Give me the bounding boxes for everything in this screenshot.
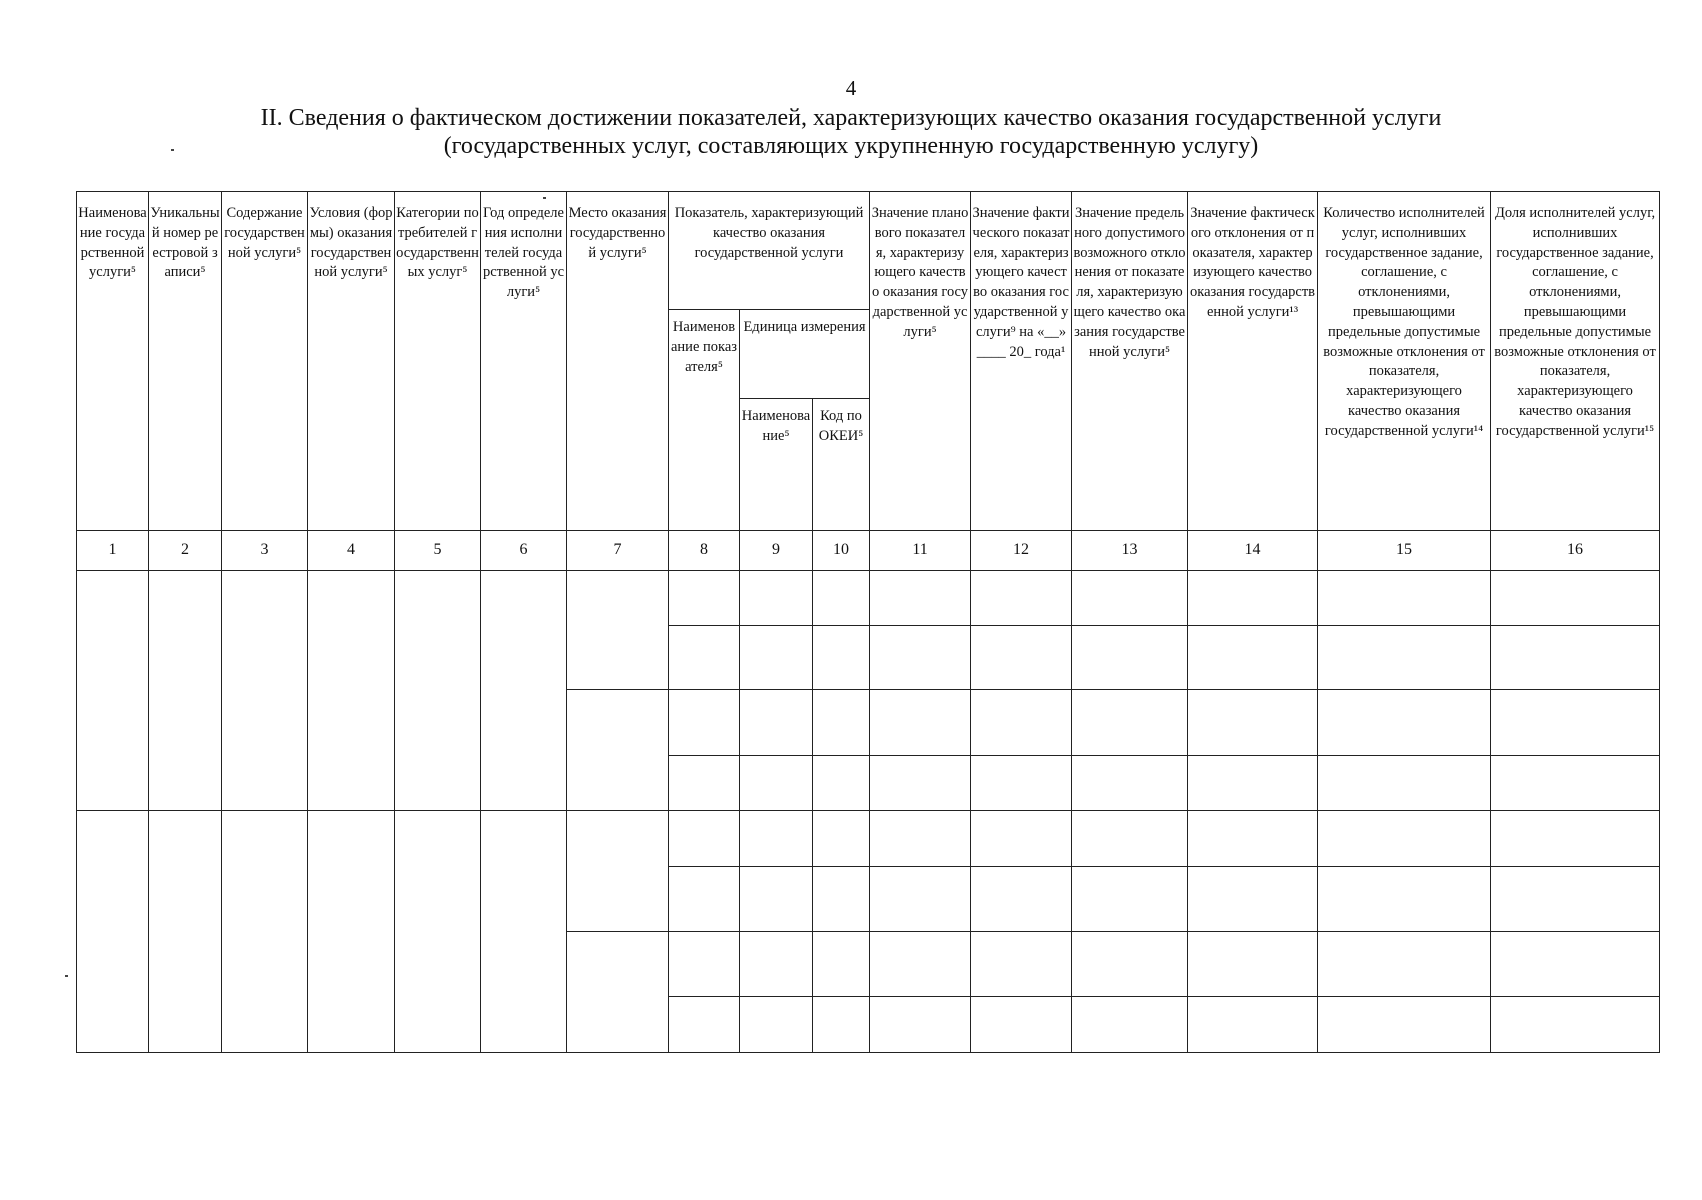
header-indicator-group: Показатель, характеризующий качество оказания государственной услуги <box>669 192 870 310</box>
table-cell[interactable] <box>1072 867 1188 932</box>
column-number: 11 <box>870 530 971 570</box>
header-unit-group: Единица измерения <box>740 310 870 399</box>
column-number: 13 <box>1072 530 1188 570</box>
table-cell[interactable] <box>813 625 870 690</box>
table-cell[interactable] <box>1072 570 1188 625</box>
table-cell[interactable] <box>740 755 813 811</box>
header-consumer-categories: Категории потребителей государственных услуг⁵ <box>395 192 481 531</box>
quality-indicators-table <box>76 191 1660 1053</box>
table-cell[interactable] <box>870 811 971 867</box>
table-cell[interactable] <box>1318 625 1491 690</box>
table-cell[interactable] <box>1318 811 1491 867</box>
table-cell[interactable] <box>870 997 971 1053</box>
table-cell[interactable] <box>1072 755 1188 811</box>
table-cell[interactable] <box>1072 690 1188 756</box>
column-number: 12 <box>971 530 1072 570</box>
header-indicator-name: Наименование показателя⁵ <box>669 310 740 530</box>
column-number: 1 <box>77 530 149 570</box>
table-cell[interactable] <box>1188 755 1318 811</box>
table-cell[interactable] <box>971 755 1072 811</box>
table-row <box>77 811 1660 867</box>
table-cell[interactable] <box>1318 867 1491 932</box>
column-numbers-row <box>77 530 1660 570</box>
table-cell[interactable] <box>1318 570 1491 625</box>
header-service-conditions: Условия (формы) оказания государственной услуги⁵ <box>308 192 395 531</box>
column-number: 14 <box>1188 530 1318 570</box>
table-cell[interactable] <box>567 811 669 931</box>
table-cell[interactable] <box>1318 755 1491 811</box>
table-cell[interactable] <box>740 997 813 1053</box>
table-cell[interactable] <box>870 625 971 690</box>
table-cell[interactable] <box>669 997 740 1053</box>
table-cell[interactable] <box>149 811 222 1053</box>
table-cell[interactable] <box>971 867 1072 932</box>
table-cell[interactable] <box>567 931 669 1052</box>
table-cell[interactable] <box>1188 690 1318 756</box>
table-cell[interactable] <box>481 570 567 810</box>
table-cell[interactable] <box>1188 867 1318 932</box>
table-cell[interactable] <box>1188 570 1318 625</box>
table-cell[interactable] <box>740 931 813 997</box>
header-service-content: Содержание государственной услуги⁵ <box>222 192 308 531</box>
header-row-1 <box>77 192 1660 310</box>
table-cell[interactable] <box>77 570 149 810</box>
section-title-line-1: II. Сведения о фактическом достижении показателей, характеризующих качество оказания государственной услуги <box>260 105 1442 131</box>
column-number: 9 <box>740 530 813 570</box>
table-cell[interactable] <box>971 625 1072 690</box>
scan-mark <box>171 149 174 151</box>
table-cell[interactable] <box>971 690 1072 756</box>
table-cell[interactable] <box>1491 755 1660 811</box>
section-title <box>0 104 1702 160</box>
column-number: 2 <box>149 530 222 570</box>
table-cell[interactable] <box>1072 931 1188 997</box>
table-cell[interactable] <box>669 690 740 756</box>
column-number: 6 <box>481 530 567 570</box>
table-cell[interactable] <box>669 755 740 811</box>
section-title-line-2: (государственных услуг, составляющих укрупненную государственную услугу) <box>443 133 1259 159</box>
table-cell[interactable] <box>669 811 740 867</box>
table-cell[interactable] <box>669 867 740 932</box>
table-cell[interactable] <box>740 690 813 756</box>
table-cell[interactable] <box>669 570 740 625</box>
header-executor-year: Год определения исполнителей государственной услуги⁵ <box>481 192 567 531</box>
table-cell[interactable] <box>1318 690 1491 756</box>
table-cell[interactable] <box>669 625 740 690</box>
table-cell[interactable] <box>1318 931 1491 997</box>
table-cell[interactable] <box>1072 997 1188 1053</box>
table-cell[interactable] <box>813 570 870 625</box>
table-cell[interactable] <box>740 570 813 625</box>
table-cell[interactable] <box>1491 931 1660 997</box>
header-service-place: Место оказания государственной услуги⁵ <box>567 192 669 531</box>
table-cell[interactable] <box>222 811 308 1053</box>
table-cell[interactable] <box>481 811 567 1053</box>
table-cell[interactable] <box>1491 625 1660 690</box>
column-number: 5 <box>395 530 481 570</box>
scan-mark <box>65 975 68 977</box>
table-cell[interactable] <box>740 625 813 690</box>
table-cell[interactable] <box>1072 811 1188 867</box>
table-cell[interactable] <box>1491 867 1660 932</box>
table-cell[interactable] <box>971 997 1072 1053</box>
table-cell[interactable] <box>813 867 870 932</box>
table-cell[interactable] <box>1188 625 1318 690</box>
table-cell[interactable] <box>1072 625 1188 690</box>
column-number: 8 <box>669 530 740 570</box>
page-number: 4 <box>845 76 857 100</box>
header-service-name: Наименование государственной услуги⁵ <box>77 192 149 531</box>
table-cell[interactable] <box>813 811 870 867</box>
table-cell[interactable] <box>971 570 1072 625</box>
table-cell[interactable] <box>308 811 395 1053</box>
header-actual-value: Значение фактического показателя, характеризующего качество оказания государственной услуги⁹ на «__» ____ 20_ года¹ <box>971 192 1072 531</box>
table-cell[interactable] <box>1318 997 1491 1053</box>
table-cell[interactable] <box>149 570 222 810</box>
table-cell[interactable] <box>870 755 971 811</box>
table-cell[interactable] <box>870 931 971 997</box>
header-actual-deviation: Значение фактического отклонения от показателя, характеризующего качество оказания государственной услуги¹³ <box>1188 192 1318 531</box>
table-cell[interactable] <box>813 690 870 756</box>
header-unit-name: Наименование⁵ <box>740 399 813 530</box>
table-cell[interactable] <box>1188 997 1318 1053</box>
table-cell[interactable] <box>870 570 971 625</box>
table-cell[interactable] <box>870 867 971 932</box>
table-cell[interactable] <box>870 690 971 756</box>
table-cell[interactable] <box>1188 811 1318 867</box>
table-cell[interactable] <box>567 570 669 689</box>
header-planned-value: Значение планового показателя, характеризующего качество оказания государственной услуги⁵ <box>870 192 971 531</box>
table-cell[interactable] <box>740 867 813 932</box>
column-number: 16 <box>1491 530 1660 570</box>
table-cell[interactable] <box>813 931 870 997</box>
table-cell[interactable] <box>1491 811 1660 867</box>
header-registry-number: Уникальный номер реестровой записи⁵ <box>149 192 222 531</box>
column-number: 10 <box>813 530 870 570</box>
table-row <box>77 570 1660 625</box>
table-cell[interactable] <box>1188 931 1318 997</box>
table-cell[interactable] <box>971 931 1072 997</box>
column-number: 4 <box>308 530 395 570</box>
table-cell[interactable] <box>308 570 395 810</box>
header-executors-count: Количество исполнителей услуг, исполнивших государственное задание, соглашение, с отклонениями, превышающими предельные допустимые возможные отклонения от показателя, характеризующего качество оказания государственной услуги¹⁴ <box>1318 192 1491 531</box>
table-cell[interactable] <box>669 931 740 997</box>
table-cell[interactable] <box>567 690 669 811</box>
table-cell[interactable] <box>813 997 870 1053</box>
table-cell[interactable] <box>1491 997 1660 1053</box>
header-okei-code: Код по ОКЕИ⁵ <box>813 399 870 530</box>
column-number: 15 <box>1318 530 1491 570</box>
table-cell[interactable] <box>1491 690 1660 756</box>
table-cell[interactable] <box>395 811 481 1053</box>
column-number: 3 <box>222 530 308 570</box>
table-cell[interactable] <box>395 570 481 810</box>
header-allowed-deviation: Значение предельного допустимого возможного отклонения от показателя, характеризующего качество оказания государственной услуги⁵ <box>1072 192 1188 531</box>
table-cell[interactable] <box>813 755 870 811</box>
table-cell[interactable] <box>740 811 813 867</box>
column-number: 7 <box>567 530 669 570</box>
table-cell[interactable] <box>222 570 308 810</box>
header-executors-share: Доля исполнителей услуг, исполнивших государственное задание, соглашение, с отклонениями, превышающими предельные допустимые возможные отклонения от показателя, характеризующего качество оказания государственной услуги¹⁵ <box>1491 192 1660 531</box>
table-cell[interactable] <box>1491 570 1660 625</box>
table-cell[interactable] <box>971 811 1072 867</box>
table-cell[interactable] <box>77 811 149 1053</box>
